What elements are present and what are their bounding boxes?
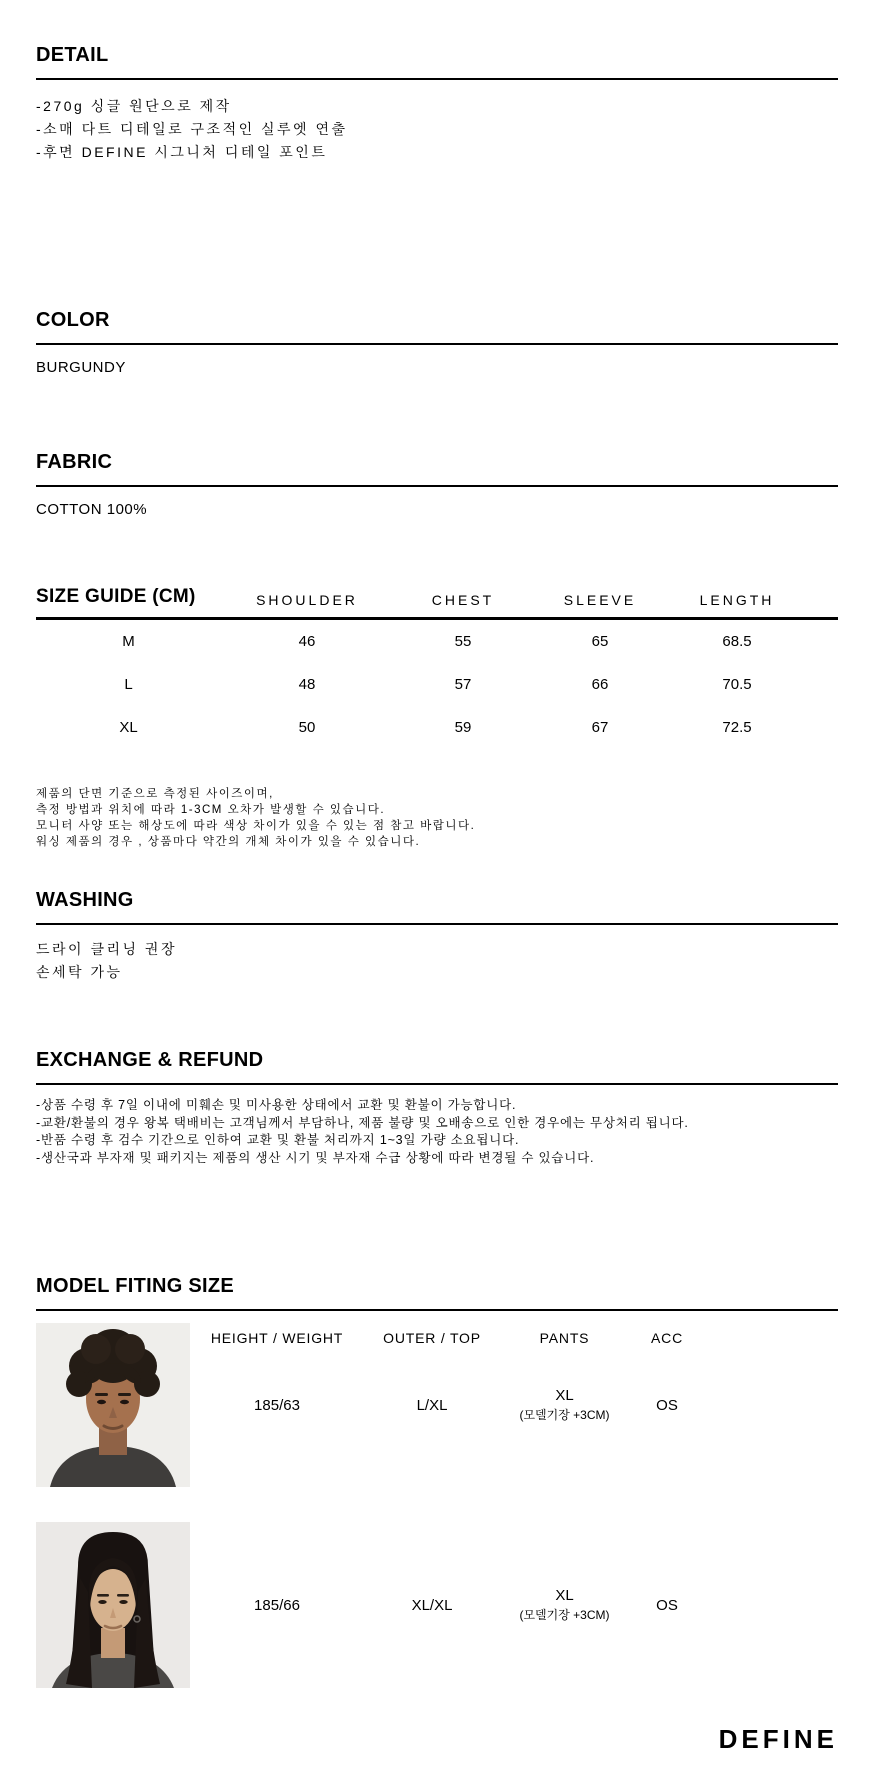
washing-heading: WASHING <box>36 888 838 925</box>
section-color <box>36 308 838 376</box>
fabric-heading: FABRIC <box>36 450 838 487</box>
length-value: 68.5 <box>722 633 752 650</box>
detail-heading: DETAIL <box>36 43 838 80</box>
section-model-fitting <box>36 1274 838 1311</box>
size-guide-row-xl <box>36 706 838 749</box>
model-row-1 <box>36 1323 707 1487</box>
detail-line: -후면 DEFINE 시그니처 디테일 포인트 <box>36 144 328 160</box>
detail-line: -소매 다트 디테일로 구조적인 실루엣 연출 <box>36 121 348 137</box>
exchange-line: -교환/환불의 경우 왕복 택배비는 고객님께서 부담하나, 제품 불량 및 오배송으로 인한 경우에는 무상처리 됩니다. <box>36 1115 689 1130</box>
size-guide-row-m <box>36 620 838 663</box>
fabric-value: COTTON 100% <box>36 501 148 518</box>
size-guide-notes <box>36 786 838 850</box>
model-fitting-heading: MODEL FITING SIZE <box>36 1274 838 1311</box>
sleeve-value: 67 <box>591 719 609 736</box>
shoulder-value: 50 <box>298 719 316 736</box>
detail-text <box>36 95 838 164</box>
model2-pants <box>502 1522 627 1688</box>
chest-value: 57 <box>454 676 472 693</box>
col-outer-top: OUTER / TOP <box>383 1330 481 1346</box>
exchange-line: -반품 수령 후 검수 기간으로 인하여 교환 및 환불 처리까지 1~3일 가량 소요됩니다. <box>36 1133 520 1147</box>
col-acc: ACC <box>651 1330 683 1346</box>
model1-height-weight: 185/63 <box>254 1396 300 1414</box>
size-guide-col-chest: CHEST <box>431 592 495 608</box>
washing-line: 손세탁 가능 <box>36 964 123 980</box>
size-guide-col-sleeve: SLEEVE <box>563 592 637 608</box>
section-detail <box>36 43 838 164</box>
size-note: 제품의 단면 기준으로 측정된 사이즈이며, <box>36 788 274 800</box>
model1-pants-size: XL <box>555 1387 574 1404</box>
color-value: BURGUNDY <box>36 359 126 376</box>
model2-pants-size: XL <box>555 1587 574 1604</box>
section-washing <box>36 888 838 984</box>
size-guide-col-shoulder: SHOULDER <box>256 592 358 608</box>
washing-line: 드라이 클리닝 권장 <box>36 941 177 957</box>
exchange-line: -상품 수령 후 7일 이내에 미훼손 및 미사용한 상태에서 교환 및 환불이 가능합니다. <box>36 1098 517 1112</box>
col-height-weight: HEIGHT / WEIGHT <box>210 1330 344 1346</box>
detail-line: -270g 싱글 원단으로 제작 <box>36 98 232 114</box>
model2-height-weight: 185/66 <box>254 1596 300 1614</box>
size-guide-row-l <box>36 663 838 706</box>
exchange-refund-heading: EXCHANGE & REFUND <box>36 1048 838 1085</box>
size-guide-col-length: LENGTH <box>699 592 775 608</box>
model-row-2 <box>36 1522 707 1688</box>
model1-outer-top: L/XL <box>416 1396 448 1414</box>
sleeve-value: 66 <box>591 676 609 693</box>
size-label: L <box>124 676 133 693</box>
size-note: 측정 방법과 위치에 따라 1-3CM 오차가 발생할 수 있습니다. <box>36 804 386 816</box>
section-exchange-refund <box>36 1048 838 1167</box>
model2-pants-note: (모델기장 +3CM) <box>519 1608 610 1622</box>
section-fabric <box>36 450 838 518</box>
size-guide-heading: SIZE GUIDE (CM) <box>36 586 196 607</box>
model2-outer-top: XL/XL <box>411 1596 453 1614</box>
chest-value: 59 <box>454 719 472 736</box>
size-note: 모니터 사양 또는 해상도에 따라 색상 차이가 있을 수 있는 점 참고 바랍니다. <box>36 820 476 832</box>
color-heading: COLOR <box>36 308 838 345</box>
section-size-guide <box>36 586 838 749</box>
washing-text <box>36 938 838 984</box>
exchange-line: -생산국과 부자재 및 패키지는 제품의 생산 시기 및 부자재 수급 상황에 따라 변경될 수 있습니다. <box>36 1150 595 1165</box>
model1-pants <box>502 1323 627 1487</box>
brand-logo: DEFINE <box>718 1724 838 1754</box>
model1-pants-note: (모델기장 +3CM) <box>519 1408 610 1422</box>
exchange-refund-text <box>36 1097 838 1167</box>
shoulder-value: 46 <box>298 633 316 650</box>
size-label: M <box>122 633 135 650</box>
size-note: 워싱 제품의 경우 , 상품마다 약간의 개체 차이가 있을 수 있습니다. <box>36 836 421 848</box>
size-guide-header-row <box>36 586 838 620</box>
model2-acc: OS <box>656 1596 678 1614</box>
shoulder-value: 48 <box>298 676 316 693</box>
model-photo-1 <box>36 1323 190 1487</box>
length-value: 70.5 <box>722 676 752 693</box>
model1-acc: OS <box>656 1396 678 1414</box>
model-photo-2 <box>36 1522 190 1688</box>
sleeve-value: 65 <box>591 633 609 650</box>
length-value: 72.5 <box>722 719 752 736</box>
size-label: XL <box>119 719 138 736</box>
col-pants: PANTS <box>539 1330 590 1346</box>
chest-value: 55 <box>454 633 472 650</box>
